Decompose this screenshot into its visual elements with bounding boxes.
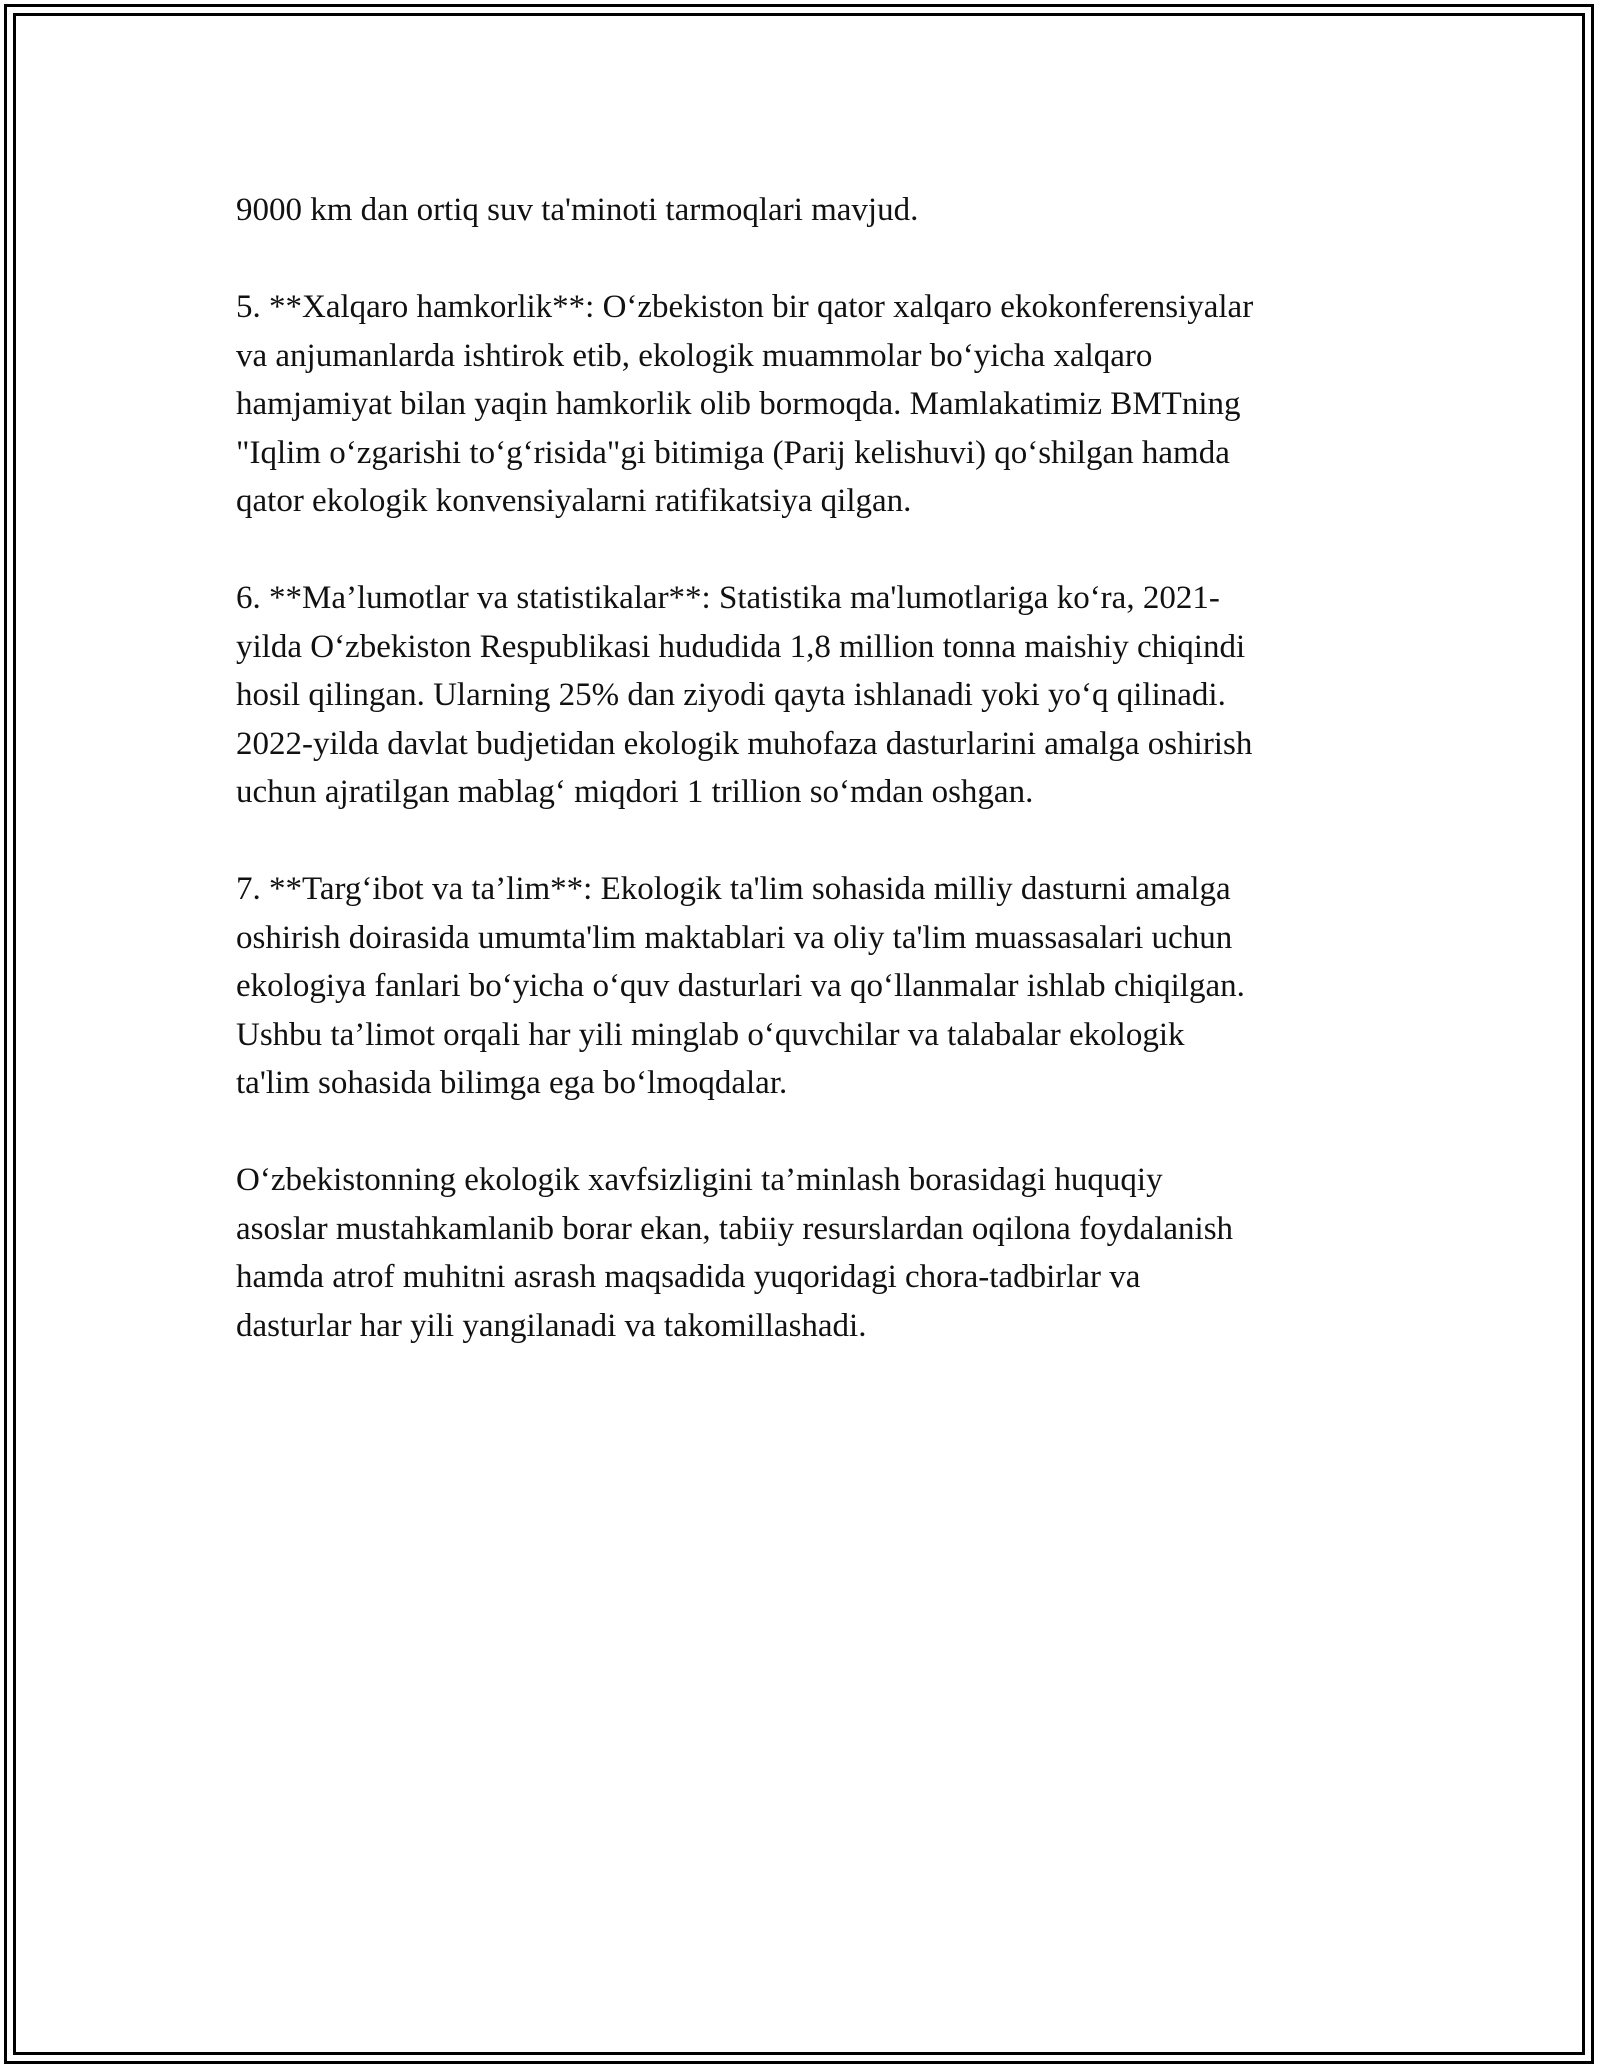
paragraph-conclusion: O‘zbekistonning ekologik xavfsizligini ta’minlash borasidagi huquqiy asoslar mustahkamlanib borar ekan, tabiiy resurslardan oqilona foydalanish hamda atrof muhitni asrash maqsadida yuqoridagi chora-tadbirlar va dasturlar har yili yangilanadi va takomillashadi.: [236, 1162, 1234, 1344]
paragraph-statistics: 6. **Ma’lumotlar va statistikalar**: Statistika ma'lumotlariga ko‘ra, 2021- yilda O‘zbekiston Respublikasi hududida 1,8 million tonna maishiy chiqindi hosil qilingan. Ularning 25% dan ziyodi qayta ishlanadi yoki yo‘q qilinadi. 2022-yilda davlat budjetidan ekologik muhofaza dasturlarini amalga oshirish uchun ajratilgan mablag‘ miqdori 1 trillion so‘mdan oshgan.: [236, 580, 1253, 810]
paragraph-water-networks: 9000 km dan ortiq suv ta'minoti tarmoqlari mavjud.: [236, 192, 919, 228]
paragraph-international-cooperation: 5. **Xalqaro hamkorlik**: O‘zbekiston bir qator xalqaro ekokonferensiyalar va anjumanlarda ishtirok etib, ekologik muammolar bo‘yicha xalqaro hamjamiyat bilan yaqin hamkorlik olib bormoqda. Mamlakatimiz BMTning "Iqlim o‘zgarishi to‘g‘risida"gi bitimiga (Parij kelishuvi) qo‘shilgan hamda qator ekologik konvensiyalarni ratifikatsiya qilgan.: [236, 289, 1254, 519]
document-body: [236, 186, 1376, 1399]
paragraph-education: 7. **Targ‘ibot va ta’lim**: Ekologik ta'lim sohasida milliy dasturni amalga oshirish doirasida umumta'lim maktablari va oliy ta'lim muassasalari uchun ekologiya fanlari bo‘yicha o‘quv dasturlari va qo‘llanmalar ishlab chiqilgan. Ushbu ta’limot orqali har yili minglab o‘quvchilar va talabalar ekologik ta'lim sohasida bilimga ega bo‘lmoqdalar.: [236, 871, 1245, 1101]
